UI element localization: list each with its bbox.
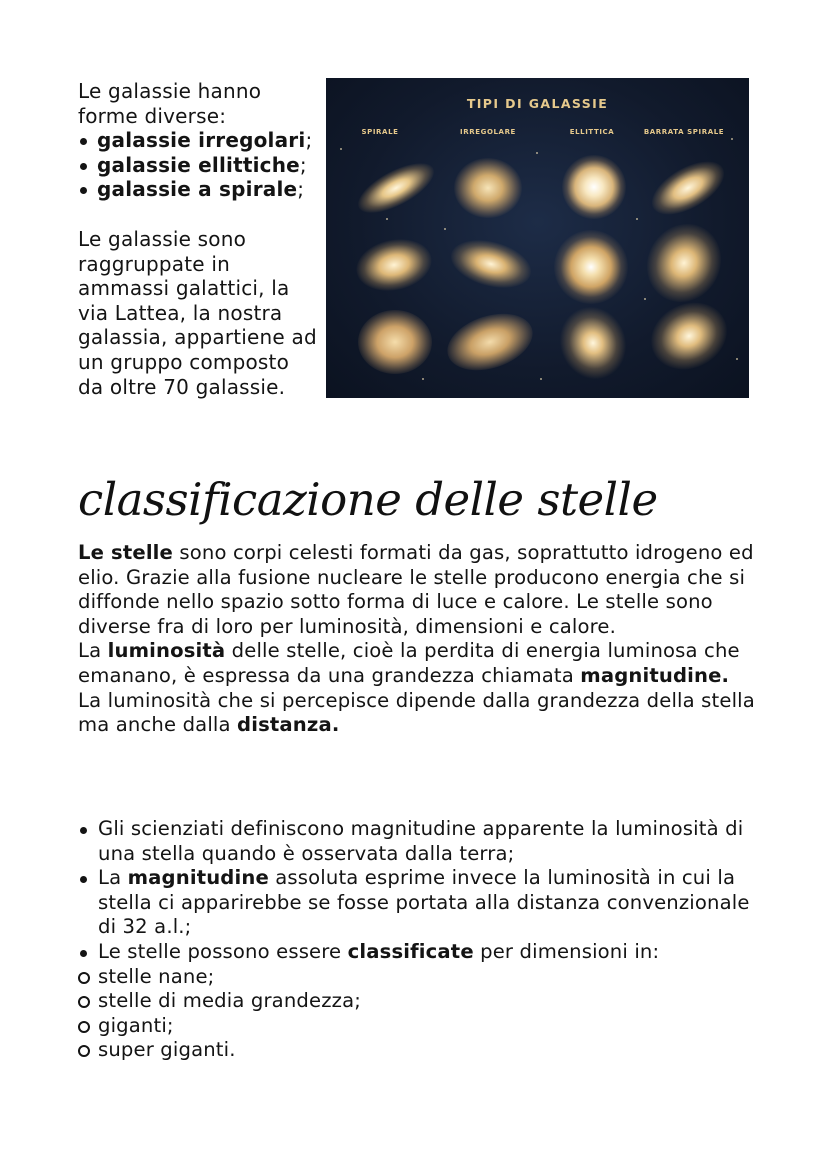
column-label-elliptical: ELLITTICA [569,128,615,136]
galaxy-image [554,230,628,304]
sub-list-item: giganti; [76,1014,768,1039]
list-item [78,817,768,866]
punctuation: . [721,663,730,687]
bold-term: magnitudine [127,866,269,890]
column-label-spiral: SPIRALE [361,128,399,136]
paragraph [78,639,768,688]
magnitude-list [78,817,768,1063]
galaxy-image [446,232,537,296]
stars-description [78,541,768,738]
punctuation: . [331,713,340,737]
list-item-text: La [98,866,128,890]
list-item-text: Le stelle possono essere [98,939,348,963]
galaxy-image [440,304,540,381]
column-label-barred-spiral: BARRATA SPIRALE [643,128,725,136]
cluster-paragraph: Le galassie sono raggruppate in ammassi galattici, la via Lattea, la nostra galassia, appartiene ad un gruppo composto da oltre 70 galassie. [78,226,317,399]
list-item-text: per dimensioni in: [473,939,660,963]
list-item [78,128,318,153]
paragraph-text: delle stelle, cioè la perdita di energia luminosa che emanano, è espressa da una grandezza chiamata [78,639,740,687]
punctuation: ; [305,128,313,153]
paragraph [78,689,768,738]
punctuation: ; [299,152,307,177]
intro-column [78,79,318,399]
galaxy-image [454,158,522,218]
punctuation: ; [297,177,305,202]
list-item [78,153,318,178]
paragraph-text: sono corpi celesti formati da gas, soprattutto idrogeno ed elio. Grazie alla fusione nucleare le stelle producono energia che si diffonde nello spazio sotto forma di luce e calore. Le stelle sono diverse fra di loro per luminosità, dimensioni e calore. [78,541,754,638]
list-item [78,177,318,202]
intro-opening: Le galassie hanno forme diverse: [78,79,262,128]
bold-term: distanza [237,713,332,737]
galaxy-image [633,210,735,315]
paragraph-text: La [78,639,108,663]
list-item [78,866,768,940]
galaxy-image [640,291,738,382]
section-heading: classificazione delle stelle [78,473,658,526]
bold-term: magnitudine [580,663,722,687]
column-label-irregular: IRREGOLARE [460,128,516,136]
galaxy-image [643,151,732,226]
galaxy-types-list [78,128,318,202]
galaxy-image [562,155,626,219]
galaxy-image [549,297,636,389]
bold-term: luminosità [107,639,226,663]
sub-list-item: super giganti. [76,1038,768,1063]
galaxy-image [358,310,432,374]
paragraph [78,541,768,639]
galaxy-type-label: galassie a spirale [97,177,298,202]
paragraph-text: La luminosità che si percepisce dipende dalla grandezza della stella ma anche dalla [78,688,755,737]
star-size-list [76,965,768,1063]
list-item-text: assoluta esprime invece la luminosità in cui la stella ci apparirebbe se fosse portata alla distanza convenzionale di 32 a.l.; [98,866,750,939]
list-item [78,940,768,965]
galaxy-type-label: galassie ellittiche [97,152,300,177]
bold-term: classificate [347,939,474,963]
sub-list-item: stelle nane; [76,965,768,990]
bold-term: Le stelle [78,541,173,564]
galaxy-image [352,233,437,298]
galaxy-type-label: galassie irregolari [97,128,306,153]
list-item-text: Gli scienziati definiscono magnitudine apparente la luminosità di una stella quando è osservata dalla terra; [98,817,744,865]
figure-title: TIPI DI GALASSIE [466,96,609,111]
galaxy-types-illustration [326,78,749,398]
galaxy-image [351,153,441,222]
sub-list-item: stelle di media grandezza; [76,989,768,1014]
